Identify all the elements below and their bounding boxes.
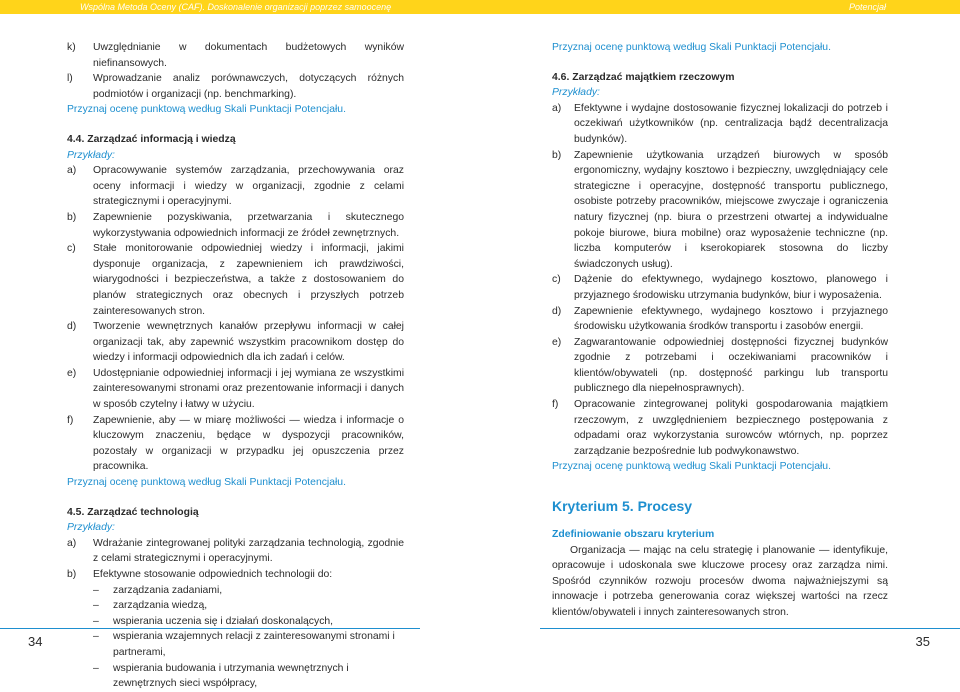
item-text: Zagwarantowanie odpowiedniej dostępności fizycznej budynków zgodnie z potrzebami i oczekiwaniami pracowników i klientów/obywateli (np. dostępność parkingu lub transportu publicznego dla niepełnosprawnych). xyxy=(574,336,888,395)
dash-list-item xyxy=(67,583,404,599)
item-label: b) xyxy=(67,211,77,223)
item-text: Uwzględnianie w dokumentach budżetowych wyników niefinansowych. xyxy=(93,42,404,69)
list-item-c xyxy=(552,272,888,303)
list-item-f xyxy=(67,413,404,475)
list-item-f xyxy=(552,397,888,459)
list-item-c xyxy=(67,241,404,319)
item-label: b) xyxy=(552,149,562,161)
dash-item-text: wspierania wzajemnych relacji z zainteresowanymi stronami i partnerami, xyxy=(113,631,395,658)
header-publication-title: Wspólna Metoda Oceny (CAF). Doskonalenie organizacji poprzez samoocenę xyxy=(80,2,392,12)
left-page xyxy=(67,40,404,692)
examples-label: Przykłady: xyxy=(552,87,600,99)
item-label: a) xyxy=(552,102,562,114)
page-number-left: 34 xyxy=(28,634,43,649)
list-item-b xyxy=(67,210,404,241)
item-label: a) xyxy=(67,165,77,177)
item-label: k) xyxy=(67,42,76,53)
rating-instruction: Przyznaj ocenę punktową według Skali Punktacji Potencjału. xyxy=(67,104,346,116)
item-text: Zapewnienie pozyskiwania, przetwarzania i skutecznego wykorzystywania odpowiednich informacji ze źródeł zewnętrznych. xyxy=(93,211,404,239)
section-heading-4-5: 4.5. Zarządzać technologią xyxy=(67,506,199,518)
header-bar xyxy=(0,0,960,14)
item-label: e) xyxy=(552,336,562,348)
item-label: f) xyxy=(67,414,74,426)
item-text: Wdrażanie zintegrowanej polityki zarządzania technologią, zgodnie z celami strategicznymi i operacyjnymi. xyxy=(93,537,404,565)
item-label: e) xyxy=(67,367,77,379)
dash-bullet: – xyxy=(93,584,99,596)
dash-bullet: – xyxy=(93,615,99,627)
dash-bullet: – xyxy=(93,662,99,674)
item-text: Zapewnienie, aby — w miarę możliwości — wiedza i informacje o kluczowym znaczeniu, będące w dyspozycji pracowników, pozostały w organizacji w przypadku jej opuszczenia przez pracownika. xyxy=(93,414,404,473)
item-text: Zapewnienie użytkowania urządzeń biurowych w sposób ergonomiczny, wydajny kosztowo i bezpieczny, uwzględniający cele strategiczne i operacyjne, dostępność transportu publicznego, osobiste potrzeby pracowników, miejscowe zwyczaje i ograniczenia natury fizycznej (np. biura o przestrzeni otwartej a indywidualne pokoje biurowe, biura mobilne) oraz wyposażenie techniczne (np. liczba komputerów i kserokopiarek stosowna do liczby świadczonych usług). xyxy=(574,149,888,270)
dash-item-text: zarządzania zadaniami, xyxy=(113,584,223,596)
list-item-d xyxy=(552,304,888,335)
dash-list-item xyxy=(67,629,404,660)
examples-label: Przykłady: xyxy=(67,149,115,161)
list-item-a xyxy=(67,536,404,567)
item-label: c) xyxy=(67,243,76,255)
item-label: d) xyxy=(67,321,77,333)
list-item-l xyxy=(67,71,404,102)
item-text: Opracowywanie systemów zarządzania, przechowywania oraz oceny informacji i wiedzy w organizacji, zgodnie z celami strategicznymi i operacyjnymi. xyxy=(93,165,404,208)
dash-bullet: – xyxy=(93,600,99,612)
rating-instruction: Przyznaj ocenę punktową według Skali Punktacji Potencjału. xyxy=(67,477,346,489)
list-item-d xyxy=(67,319,404,366)
header-section-title: Potencjał xyxy=(848,2,886,12)
examples-label: Przykłady: xyxy=(67,522,115,534)
item-text: Efektywne stosowanie odpowiednich technologii do: xyxy=(93,569,333,580)
dash-item-text: wspierania uczenia się i działań doskonalących, xyxy=(113,615,334,627)
definition-paragraph: Organizacja — mając na celu strategię i planowanie — identyfikuje, opracowuje i udoskonala swe kluczowe procesy oraz zarządza nimi. Spośród czynników rozwoju procesów dwoma najważniejszymi są innowacje i potrzeba generowania coraz większej wartości na rzecz klientów/obywateli i innych zainteresowanych stron. xyxy=(552,544,888,618)
page-number-right: 35 xyxy=(915,634,930,649)
item-text: Stałe monitorowanie odpowiedniej wiedzy i informacji, jakimi dysponuje organizacja, z zapewnieniem ich prawdziwości, wiarygodności i bezpieczeństwa, a także z dostosowaniem do planów strategicznych oraz obecnych i przyszłych potrzeb zainteresowanych stron. xyxy=(93,243,404,317)
item-label: f) xyxy=(552,399,559,411)
item-text: Efektywne i wydajne dostosowanie fizycznej lokalizacji do potrzeb i oczekiwań użytkowników (np. centralizacja bądź decentralizacja budynków). xyxy=(574,102,888,145)
list-item-b xyxy=(67,567,404,583)
criterion-title: Kryterium 5. Procesy xyxy=(552,498,693,515)
definition-title: Zdefiniowanie obszaru kryterium xyxy=(552,529,715,541)
list-item-e xyxy=(552,335,888,397)
item-text: Tworzenie wewnętrznych kanałów przepływu informacji w całej organizacji tak, aby zapewnić wszystkim pracownikom dostęp do wiedzy i informacji odpowiednich dla ich zadań i celów. xyxy=(93,321,404,364)
rating-instruction: Przyznaj ocenę punktową według Skali Punktacji Potencjału. xyxy=(552,42,831,53)
list-item-a xyxy=(552,101,888,148)
dash-bullet: – xyxy=(93,631,99,643)
item-text: Wprowadzanie analiz porównawczych, dotyczących różnych podmiotów i organizacji (np. benchmarking). xyxy=(93,73,404,100)
dash-list-item xyxy=(67,661,404,692)
dash-item-text: zarządzania wiedzą, xyxy=(113,600,208,612)
list-item-k xyxy=(67,40,404,71)
item-label: c) xyxy=(552,274,561,286)
item-text: Opracowanie zintegrowanej polityki gospodarowania majątkiem rzeczowym, z uwzględnieniem bezpiecznego postępowania z odpadami oraz wykorzystania surowców wtórnych, np. poprzez zarządzanie bezpośrednie lub podwykonawstwo. xyxy=(574,399,888,457)
footer-rule-right xyxy=(540,628,960,629)
section-heading-4-4: 4.4. Zarządzać informacją i wiedzą xyxy=(67,133,236,145)
right-page xyxy=(552,40,888,621)
item-text: Dążenie do efektywnego, wydajnego kosztowo, planowego i przyjaznego środowisku utrzymania budynków, biur i wyposażenia. xyxy=(574,274,888,301)
item-label: b) xyxy=(67,569,77,580)
item-label: l) xyxy=(67,73,73,85)
footer-rule-left xyxy=(0,628,420,629)
list-item-e xyxy=(67,366,404,413)
item-text: Zapewnienie efektywnego, wydajnego kosztowo i przyjaznego środowisku użytkowania środków transportu i zasobów energii. xyxy=(574,305,888,333)
item-text: Udostępnianie odpowiedniej informacji i jej wymiana ze wszystkimi zainteresowanymi stronami oraz prezentowanie informacji i danych w sposób czytelny i łatwy w użyciu. xyxy=(93,367,404,411)
dash-list-item xyxy=(67,598,404,614)
section-heading-4-6: 4.6. Zarządzać majątkiem rzeczowym xyxy=(552,71,735,83)
item-label: a) xyxy=(67,537,77,549)
rating-instruction: Przyznaj ocenę punktową według Skali Punktacji Potencjału. xyxy=(552,461,831,473)
dash-item-text: wspierania budowania i utrzymania wewnętrznych i zewnętrznych sieci współpracy, xyxy=(113,662,349,690)
list-item-b xyxy=(552,148,888,273)
item-label: d) xyxy=(552,305,562,317)
list-item-a xyxy=(67,163,404,210)
